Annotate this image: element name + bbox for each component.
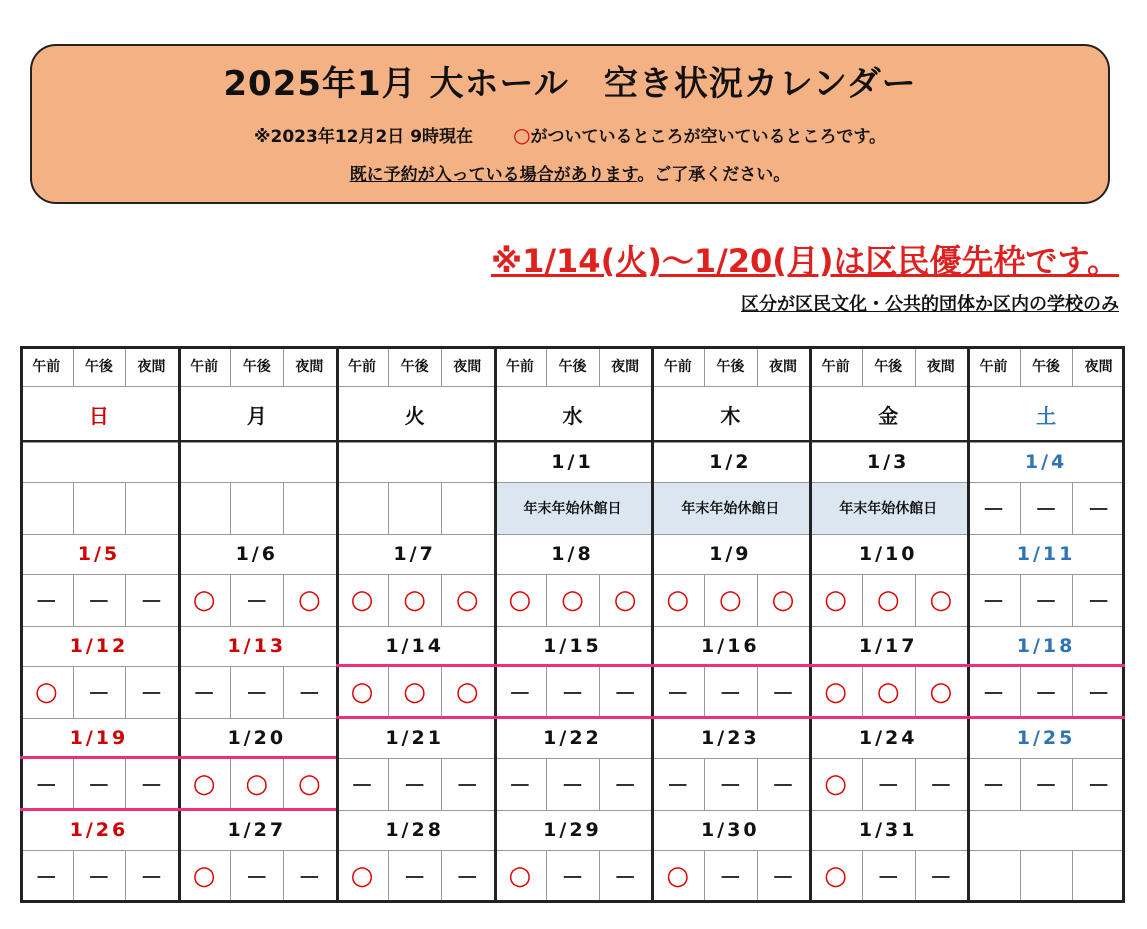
- available-mark: ○: [455, 585, 479, 615]
- unavailable-mark: －: [508, 773, 531, 799]
- slot-header: 午後: [716, 359, 745, 375]
- unavailable-mark: [967, 850, 1020, 902]
- available-mark: ○: [350, 677, 374, 707]
- unavailable-mark: －: [561, 681, 584, 707]
- grid-line: [230, 346, 231, 386]
- available-mark: ○: [403, 585, 426, 615]
- grid-line: [20, 534, 1125, 535]
- unavailable-mark: －: [561, 865, 584, 891]
- unavailable-mark: －: [245, 681, 268, 707]
- unavailable-mark: －: [719, 773, 742, 799]
- grid-line: [862, 346, 863, 386]
- unavailable-mark: －: [140, 589, 163, 615]
- unavailable-mark: －: [245, 589, 268, 615]
- unavailable-mark: －: [140, 865, 163, 891]
- unavailable-mark: －: [1035, 773, 1058, 799]
- unavailable-mark: －: [456, 773, 479, 799]
- grid-line: [388, 666, 389, 718]
- priority-highlight: [20, 808, 336, 811]
- unavailable-mark: －: [982, 589, 1005, 615]
- unavailable-mark: －: [614, 681, 637, 707]
- grid-line: [809, 346, 812, 902]
- available-mark: ○: [192, 769, 216, 799]
- grid-line: [1072, 758, 1073, 810]
- weekday-header: 木: [720, 403, 741, 428]
- date-label: 1/7: [393, 543, 436, 565]
- slot-header: 夜間: [768, 359, 797, 375]
- slot-header: 午前: [348, 359, 376, 375]
- unavailable-mark: －: [35, 865, 58, 891]
- unavailable-mark: －: [35, 773, 58, 799]
- date-label: 1/10: [858, 543, 918, 565]
- date-label: 1/17: [858, 635, 918, 657]
- grid-line: [283, 850, 284, 902]
- unavailable-mark: －: [456, 865, 479, 891]
- date-label: 1/22: [543, 727, 602, 749]
- grid-line: [283, 346, 284, 386]
- grid-line: [73, 758, 74, 810]
- unavailable-mark: －: [1035, 681, 1058, 707]
- available-mark: ○: [350, 585, 374, 615]
- grid-line: [757, 758, 758, 810]
- grid-line: [1072, 482, 1073, 534]
- grid-line: [125, 666, 126, 718]
- grid-line: [20, 442, 1125, 443]
- available-mark: ○: [192, 861, 216, 891]
- available-mark: ○: [508, 585, 532, 615]
- grid-line: [1072, 574, 1073, 626]
- date-label: 1/16: [701, 635, 760, 657]
- date-label: 1/11: [1016, 543, 1076, 565]
- grid-line: [283, 482, 284, 534]
- grid-line: [915, 666, 916, 718]
- slot-header: 午後: [84, 359, 113, 375]
- grid-line: [441, 574, 442, 626]
- grid-line: [125, 758, 126, 810]
- grid-line: [73, 666, 74, 718]
- grid-line: [20, 574, 1125, 575]
- page-title: 2025年1月 大ホール 空き状況カレンダー: [223, 64, 917, 104]
- date-label: 1/23: [701, 727, 760, 749]
- weekday-header: 火: [404, 403, 425, 428]
- weekday-header: 土: [1036, 403, 1057, 428]
- unavailable-mark: －: [666, 773, 689, 799]
- unavailable-mark: －: [87, 589, 110, 615]
- grid-line: [1072, 666, 1073, 718]
- slot-header: 夜間: [295, 359, 324, 375]
- grid-line: [125, 482, 126, 534]
- unavailable-mark: －: [35, 589, 58, 615]
- unavailable-mark: －: [351, 773, 374, 799]
- grid-line: [599, 666, 600, 718]
- unavailable-mark: －: [719, 681, 742, 707]
- header-box: [30, 44, 1110, 204]
- unavailable-mark: －: [140, 681, 163, 707]
- date-label: 1/25: [1016, 727, 1076, 749]
- grid-line: [862, 850, 863, 902]
- date-label: 1/12: [69, 635, 129, 657]
- closed-cell: 年末年始休館日: [494, 482, 652, 534]
- grid-line: [494, 346, 497, 902]
- grid-line: [1020, 666, 1021, 718]
- unavailable-mark: [1020, 850, 1073, 902]
- unavailable-mark: －: [614, 773, 637, 799]
- unavailable-mark: －: [1087, 681, 1110, 707]
- reservation-note: [32, 160, 1108, 185]
- available-mark: ○: [824, 861, 847, 891]
- unavailable-mark: －: [982, 773, 1005, 799]
- unavailable-mark: －: [87, 865, 110, 891]
- date-label: 1/2: [709, 451, 752, 473]
- slot-header: 午前: [979, 359, 1008, 375]
- unavailable-mark: －: [719, 865, 742, 891]
- priority-scope: 区分が区民文化・公共的団体か区内の学校のみ: [741, 294, 1119, 315]
- note-reserved: 既に予約が入っている場合があります: [349, 165, 638, 185]
- date-label: 1/6: [235, 543, 278, 565]
- date-label: 1/21: [385, 727, 444, 749]
- date-label: [336, 442, 494, 482]
- grid-line: [388, 758, 389, 810]
- available-mark: ○: [508, 861, 532, 891]
- slot-header: 午後: [1032, 359, 1061, 375]
- unavailable-mark: －: [1035, 589, 1058, 615]
- grid-line: [73, 850, 74, 902]
- note-apology: 。ご了承ください。: [637, 165, 791, 185]
- grid-line: [704, 346, 705, 386]
- grid-line: [20, 346, 1125, 349]
- available-mark: ○: [666, 861, 690, 891]
- unavailable-mark: －: [87, 681, 110, 707]
- date-label: 1/27: [227, 819, 287, 841]
- status-note: [32, 122, 1108, 147]
- date-label: 1/1: [551, 451, 594, 473]
- grid-line: [862, 666, 863, 718]
- unavailable-mark: －: [666, 681, 689, 707]
- grid-line: [546, 574, 547, 626]
- grid-line: [915, 574, 916, 626]
- date-label: [178, 442, 336, 482]
- note-meaning: がついているところが空いているところです。: [530, 127, 886, 147]
- grid-line: [178, 346, 181, 902]
- availability-calendar: [20, 346, 1125, 906]
- available-mark: ○: [561, 585, 584, 615]
- grid-line: [441, 346, 442, 386]
- slot-header: 夜間: [1084, 359, 1113, 375]
- available-mark: ○: [245, 769, 269, 799]
- weekday-header: 日: [88, 403, 109, 428]
- available-mark: ○: [824, 585, 847, 615]
- grid-line: [230, 666, 231, 718]
- closed-cell: 年末年始休館日: [809, 482, 967, 534]
- date-label: 1/15: [543, 635, 602, 657]
- slot-header: 午前: [190, 359, 219, 375]
- unavailable-mark: －: [982, 681, 1005, 707]
- unavailable-mark: －: [929, 865, 952, 891]
- unavailable-mark: －: [771, 773, 794, 799]
- grid-line: [704, 850, 705, 902]
- grid-line: [1020, 758, 1021, 810]
- available-mark: ○: [666, 585, 690, 615]
- grid-line: [704, 666, 705, 718]
- available-mark: ○: [876, 677, 900, 707]
- grid-line: [230, 574, 231, 626]
- grid-line: [546, 758, 547, 810]
- grid-line: [757, 666, 758, 718]
- grid-line: [757, 346, 758, 386]
- grid-line: [388, 346, 389, 386]
- grid-line: [967, 346, 970, 902]
- weekday-header: 月: [246, 403, 267, 428]
- grid-line: [388, 482, 389, 534]
- unavailable-mark: －: [298, 681, 321, 707]
- grid-line: [1020, 346, 1021, 386]
- available-mark: ○: [455, 677, 479, 707]
- grid-line: [1020, 574, 1021, 626]
- grid-line: [546, 666, 547, 718]
- grid-line: [20, 626, 1125, 627]
- grid-line: [283, 666, 284, 718]
- available-mark: ○: [192, 585, 216, 615]
- unavailable-mark: －: [508, 681, 531, 707]
- unavailable-mark: －: [403, 865, 426, 891]
- grid-line: [1020, 850, 1021, 902]
- grid-line: [1072, 850, 1073, 902]
- grid-line: [20, 900, 1125, 903]
- available-mark: ○: [34, 677, 58, 707]
- note-time: ※2023年12月2日 9時現在: [253, 127, 474, 147]
- unavailable-mark: －: [87, 773, 110, 799]
- date-label: [20, 442, 178, 482]
- date-label: 1/13: [227, 635, 287, 657]
- available-mark: ○: [876, 585, 900, 615]
- unavailable-mark: －: [1035, 497, 1058, 523]
- grid-line: [388, 850, 389, 902]
- grid-line: [757, 574, 758, 626]
- grid-line: [599, 850, 600, 902]
- priority-highlight: [20, 756, 336, 759]
- available-mark: ○: [771, 585, 795, 615]
- grid-line: [915, 346, 916, 386]
- slot-header: 午前: [32, 359, 61, 375]
- available-mark: ○: [613, 585, 637, 615]
- grid-line: [757, 850, 758, 902]
- unavailable-mark: －: [877, 865, 900, 891]
- closed-cell: 年末年始休館日: [651, 482, 809, 534]
- date-label: 1/19: [69, 727, 129, 749]
- date-label: 1/29: [543, 819, 602, 841]
- unavailable-mark: －: [982, 497, 1005, 523]
- grid-line: [651, 346, 654, 902]
- grid-line: [125, 850, 126, 902]
- grid-line: [73, 574, 74, 626]
- grid-line: [704, 758, 705, 810]
- date-label: 1/18: [1016, 635, 1076, 657]
- grid-line: [20, 440, 1125, 442]
- available-mark: ○: [403, 677, 426, 707]
- grid-line: [862, 758, 863, 810]
- date-label: 1/3: [867, 451, 910, 473]
- priority-notice: ※1/14(火)～1/20(月)は区民優先枠です。: [490, 242, 1119, 280]
- grid-line: [441, 850, 442, 902]
- unavailable-mark: －: [771, 681, 794, 707]
- grid-line: [336, 346, 339, 902]
- grid-line: [862, 574, 863, 626]
- date-label: 1/30: [701, 819, 760, 841]
- unavailable-mark: －: [1087, 773, 1110, 799]
- grid-line: [546, 346, 547, 386]
- priority-highlight: [336, 664, 1125, 667]
- grid-line: [20, 850, 1125, 851]
- weekday-header: 金: [878, 403, 899, 428]
- grid-line: [230, 850, 231, 902]
- slot-header: 午後: [400, 359, 429, 375]
- date-label: 1/24: [858, 727, 918, 749]
- available-mark: ○: [824, 677, 847, 707]
- unavailable-mark: －: [245, 865, 268, 891]
- slot-header: 午後: [558, 359, 587, 375]
- unavailable-mark: [1072, 850, 1125, 902]
- grid-line: [1072, 346, 1073, 386]
- grid-line: [125, 346, 126, 386]
- slot-header: 午後: [242, 359, 271, 375]
- available-mark: ○: [298, 585, 321, 615]
- priority-highlight: [336, 716, 1125, 719]
- date-label: 1/31: [858, 819, 918, 841]
- date-label: 1/20: [227, 727, 287, 749]
- grid-line: [125, 574, 126, 626]
- unavailable-mark: －: [1087, 497, 1110, 523]
- available-mark: ○: [350, 861, 374, 891]
- grid-line: [73, 346, 74, 386]
- date-label: 1/4: [1024, 451, 1068, 473]
- grid-line: [230, 482, 231, 534]
- available-mark: ○: [929, 677, 953, 707]
- slot-header: 夜間: [611, 359, 640, 375]
- grid-line: [20, 482, 1125, 483]
- date-label: 1/26: [69, 819, 129, 841]
- available-mark: ○: [929, 585, 953, 615]
- slot-header: 夜間: [137, 359, 166, 375]
- grid-line: [73, 482, 74, 534]
- grid-line: [704, 574, 705, 626]
- slot-header: 午後: [874, 359, 903, 375]
- grid-line: [388, 574, 389, 626]
- grid-line: [283, 758, 284, 810]
- grid-line: [283, 574, 284, 626]
- grid-line: [915, 850, 916, 902]
- grid-line: [599, 574, 600, 626]
- slot-header: 午前: [505, 359, 534, 375]
- slot-header: 午前: [663, 359, 692, 375]
- slot-header: 午前: [821, 359, 850, 375]
- date-label: 1/5: [77, 543, 121, 565]
- unavailable-mark: －: [929, 773, 952, 799]
- unavailable-mark: －: [877, 773, 900, 799]
- date-label: [967, 810, 1125, 850]
- available-mark: ○: [298, 769, 321, 799]
- slot-header: 夜間: [453, 359, 482, 375]
- unavailable-mark: －: [1087, 589, 1110, 615]
- date-label: 1/9: [709, 543, 752, 565]
- unavailable-mark: －: [771, 865, 794, 891]
- grid-line: [546, 850, 547, 902]
- date-label: 1/14: [385, 635, 444, 657]
- grid-line: [230, 758, 231, 810]
- weekday-header: 水: [562, 403, 583, 428]
- unavailable-mark: －: [403, 773, 426, 799]
- grid-line: [599, 758, 600, 810]
- grid-line: [20, 386, 1125, 387]
- grid-line: [915, 758, 916, 810]
- grid-line: [599, 346, 600, 386]
- date-label: 1/28: [385, 819, 444, 841]
- circle-mark: ○: [513, 123, 531, 147]
- grid-line: [441, 482, 442, 534]
- unavailable-mark: －: [193, 681, 216, 707]
- grid-line: [1020, 482, 1021, 534]
- grid-line: [20, 346, 23, 902]
- unavailable-mark: －: [140, 773, 163, 799]
- grid-line: [441, 758, 442, 810]
- unavailable-mark: －: [614, 865, 637, 891]
- date-label: 1/8: [551, 543, 594, 565]
- slot-header: 夜間: [926, 359, 955, 375]
- grid-line: [1122, 346, 1125, 902]
- grid-line: [441, 666, 442, 718]
- unavailable-mark: －: [561, 773, 584, 799]
- unavailable-mark: －: [298, 865, 321, 891]
- available-mark: ○: [824, 769, 847, 799]
- available-mark: ○: [719, 585, 742, 615]
